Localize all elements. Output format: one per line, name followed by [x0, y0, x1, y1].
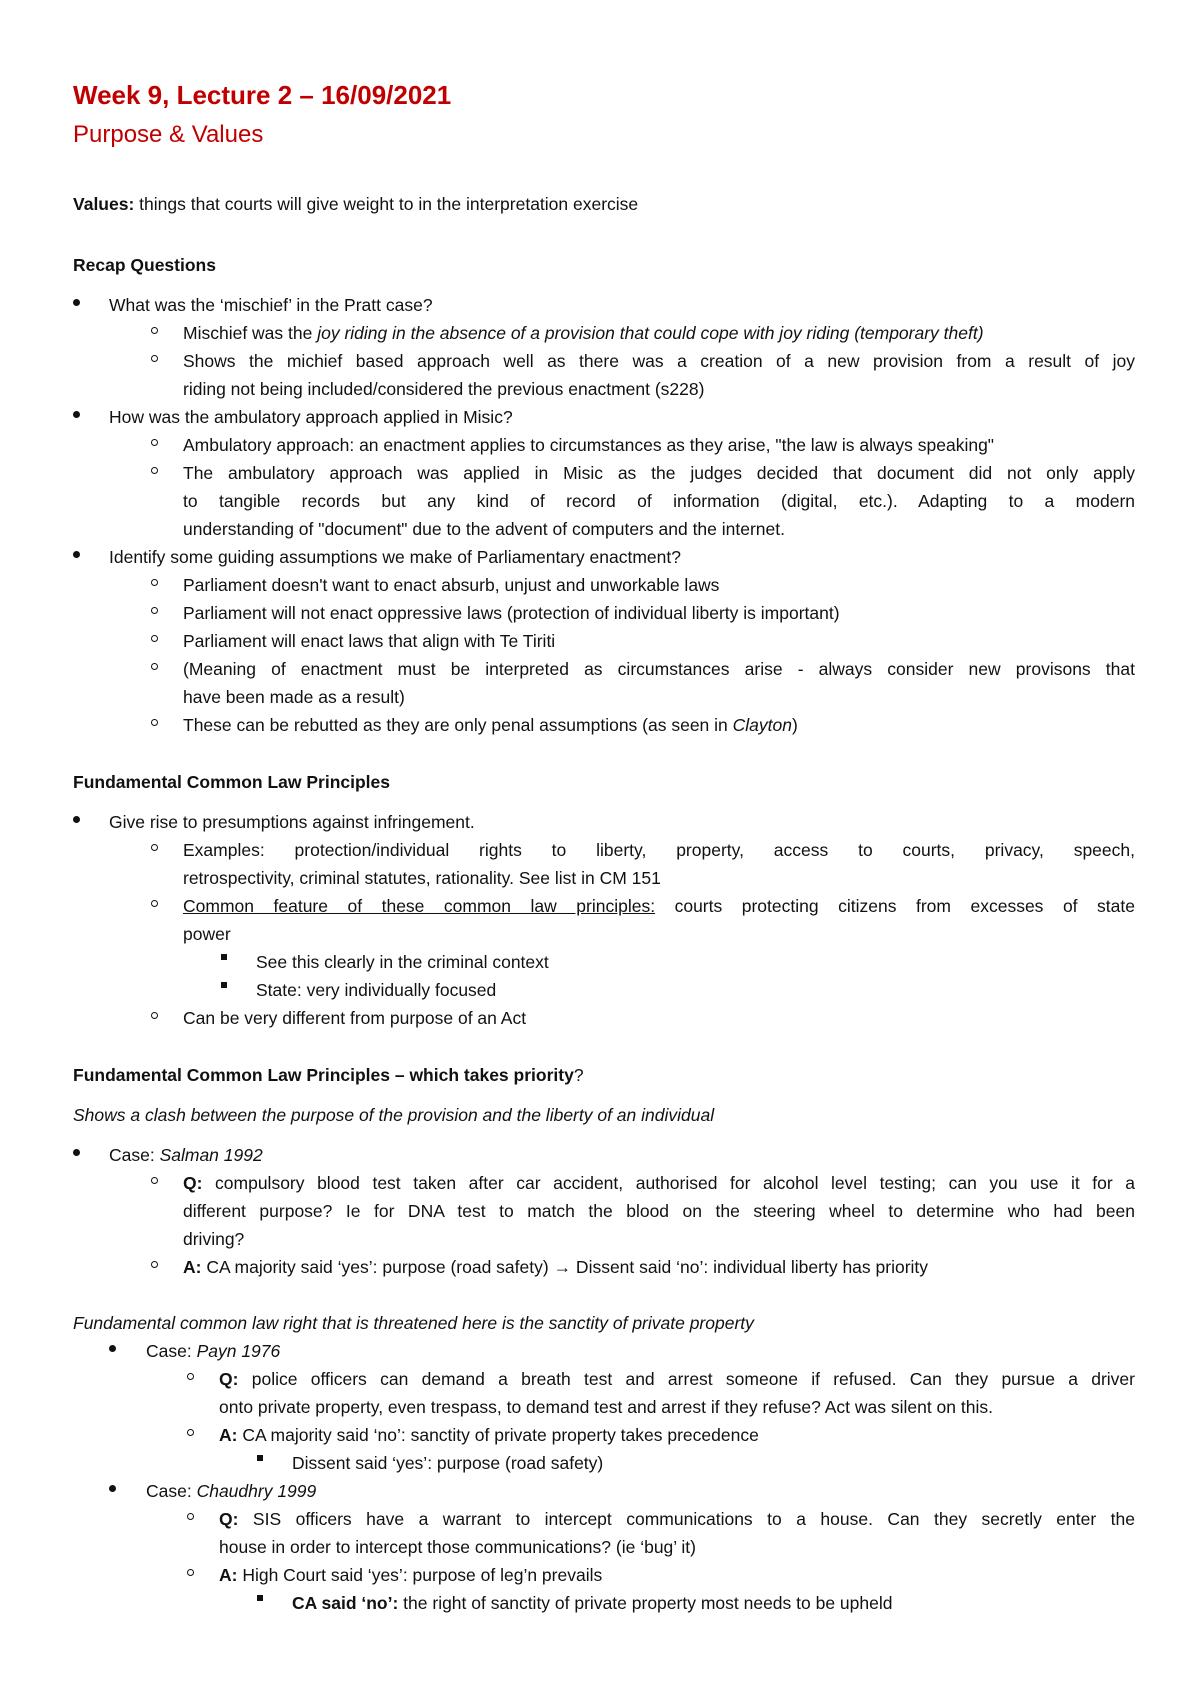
fundamental-point-1: Give rise to presumptions against infringement.: [109, 812, 475, 832]
circle-bullet-icon: [151, 663, 158, 670]
chaudhry-ca: CA said ‘no’: the right of sanctity of private property most needs to be upheld: [292, 1593, 893, 1613]
recap-heading: Recap Questions: [73, 255, 216, 275]
payn-question-line1: Q: police officers can demand a breath test and arrest someone if refused. Can they pursue a driver: [219, 1369, 1135, 1389]
circle-bullet-icon: [151, 355, 158, 362]
circle-bullet-icon: [187, 1569, 194, 1576]
recap-answer-3d-line2: have been made as a result): [183, 687, 405, 707]
circle-bullet-icon: [151, 327, 158, 334]
case-salman: Case: Salman 1992: [109, 1145, 263, 1165]
fundamental-examples-line2: retrospectivity, criminal statutes, rationality. See list in CM 151: [183, 868, 661, 888]
circle-bullet-icon: [151, 1261, 158, 1268]
recap-answer-2b-line2: to tangible records but any kind of record of information (digital, etc.). Adapting to a modern: [183, 491, 1135, 511]
recap-question-3: Identify some guiding assumptions we make of Parliamentary enactment?: [109, 547, 681, 567]
bullet-icon: [73, 1149, 80, 1156]
chaudhry-answer: A: High Court said ‘yes’: purpose of leg’n prevails: [219, 1565, 603, 1585]
recap-answer-2b-line3: understanding of "document" due to the advent of computers and the internet.: [183, 519, 785, 539]
bullet-icon: [73, 816, 80, 823]
salman-answer: A: CA majority said ‘yes’: purpose (road safety) → Dissent said ‘no’: individual liberty has priority: [183, 1257, 929, 1277]
payn-dissent: Dissent said ‘yes’: purpose (road safety): [292, 1453, 604, 1473]
fundamental-examples-line1: Examples: protection/individual rights to liberty, property, access to courts, privacy, speech,: [183, 840, 1135, 860]
case-payn: Case: Payn 1976: [146, 1341, 281, 1361]
square-bullet-icon: [221, 954, 227, 960]
circle-bullet-icon: [151, 607, 158, 614]
payn-question-line2: onto private property, even trespass, to demand test and arrest if they refuse? Act was silent on this.: [219, 1397, 993, 1417]
page-title: Week 9, Lecture 2 – 16/09/2021: [73, 80, 452, 110]
bullet-icon: [73, 551, 80, 558]
circle-bullet-icon: [151, 1177, 158, 1184]
recap-question-2: How was the ambulatory approach applied in Misic?: [109, 407, 513, 427]
values-definition: Values: things that courts will give weight to in the interpretation exercise: [73, 194, 639, 214]
fundamental-heading: Fundamental Common Law Principles: [73, 772, 390, 792]
recap-answer-1b-line2: riding not being included/considered the previous enactment (s228): [183, 379, 705, 399]
circle-bullet-icon: [187, 1513, 194, 1520]
salman-question-line2: different purpose? Ie for DNA test to match the blood on the steering wheel to determine who had been: [183, 1201, 1135, 1221]
recap-answer-3c: Parliament will enact laws that align with Te Tiriti: [183, 631, 556, 651]
common-feature-line2: power: [183, 924, 231, 944]
circle-bullet-icon: [151, 844, 158, 851]
circle-bullet-icon: [151, 719, 158, 726]
square-bullet-icon: [257, 1455, 263, 1461]
chaudhry-question-line2: house in order to intercept those communications? (ie ‘bug’ it): [219, 1537, 696, 1557]
circle-bullet-icon: [151, 1012, 158, 1019]
recap-answer-3a: Parliament doesn't want to enact absurb, unjust and unworkable laws: [183, 575, 720, 595]
circle-bullet-icon: [151, 467, 158, 474]
circle-bullet-icon: [151, 900, 158, 907]
common-feature-sub-1: See this clearly in the criminal context: [256, 952, 549, 972]
fundamental-difference: Can be very different from purpose of an Act: [183, 1008, 527, 1028]
recap-answer-1a: Mischief was the joy riding in the absence of a provision that could cope with joy riding (temporary theft): [183, 323, 984, 343]
circle-bullet-icon: [151, 579, 158, 586]
circle-bullet-icon: [187, 1373, 194, 1380]
recap-answer-1b-line1: Shows the michief based approach well as there was a creation of a new provision from a result of joy: [183, 351, 1135, 371]
recap-question-1: What was the ‘mischief’ in the Pratt case?: [109, 295, 433, 315]
case-chaudhry: Case: Chaudhry 1999: [146, 1481, 317, 1501]
property-intro: Fundamental common law right that is threatened here is the sanctity of private property: [73, 1313, 754, 1333]
priority-heading: Fundamental Common Law Principles – which takes priority?: [73, 1065, 584, 1085]
recap-answer-3e: These can be rebutted as they are only penal assumptions (as seen in Clayton): [183, 715, 798, 735]
circle-bullet-icon: [151, 439, 158, 446]
bullet-icon: [109, 1345, 116, 1352]
salman-question-line3: driving?: [183, 1229, 245, 1249]
circle-bullet-icon: [187, 1429, 194, 1436]
priority-clash-note: Shows a clash between the purpose of the provision and the liberty of an individual: [73, 1105, 715, 1125]
bullet-icon: [73, 411, 80, 418]
square-bullet-icon: [221, 982, 227, 988]
arrow-right-icon: →: [553, 1257, 572, 1277]
recap-answer-3b: Parliament will not enact oppressive laws (protection of individual liberty is important): [183, 603, 840, 623]
chaudhry-question-line1: Q: SIS officers have a warrant to intercept communications to a house. Can they secretly enter the: [219, 1509, 1135, 1529]
recap-answer-2b-line1: The ambulatory approach was applied in Misic as the judges decided that document did not only apply: [183, 463, 1135, 483]
page-subtitle: Purpose & Values: [73, 121, 264, 148]
bullet-icon: [109, 1485, 116, 1492]
common-feature-sub-2: State: very individually focused: [256, 980, 497, 1000]
payn-answer: A: CA majority said ‘no’: sanctity of private property takes precedence: [219, 1425, 759, 1445]
circle-bullet-icon: [151, 635, 158, 642]
salman-question-line1: Q: compulsory blood test taken after car accident, authorised for alcohol level testing; can you use it for a: [183, 1173, 1135, 1193]
bullet-icon: [73, 299, 80, 306]
recap-answer-2a: Ambulatory approach: an enactment applies to circumstances as they arise, "the law is always speaking": [183, 435, 995, 455]
square-bullet-icon: [257, 1595, 263, 1601]
common-feature-line1: Common feature of these common law principles: courts protecting citizens from excesses of state: [183, 896, 1135, 916]
recap-answer-3d-line1: (Meaning of enactment must be interpreted as circumstances arise - always consider new provisons that: [183, 659, 1135, 679]
